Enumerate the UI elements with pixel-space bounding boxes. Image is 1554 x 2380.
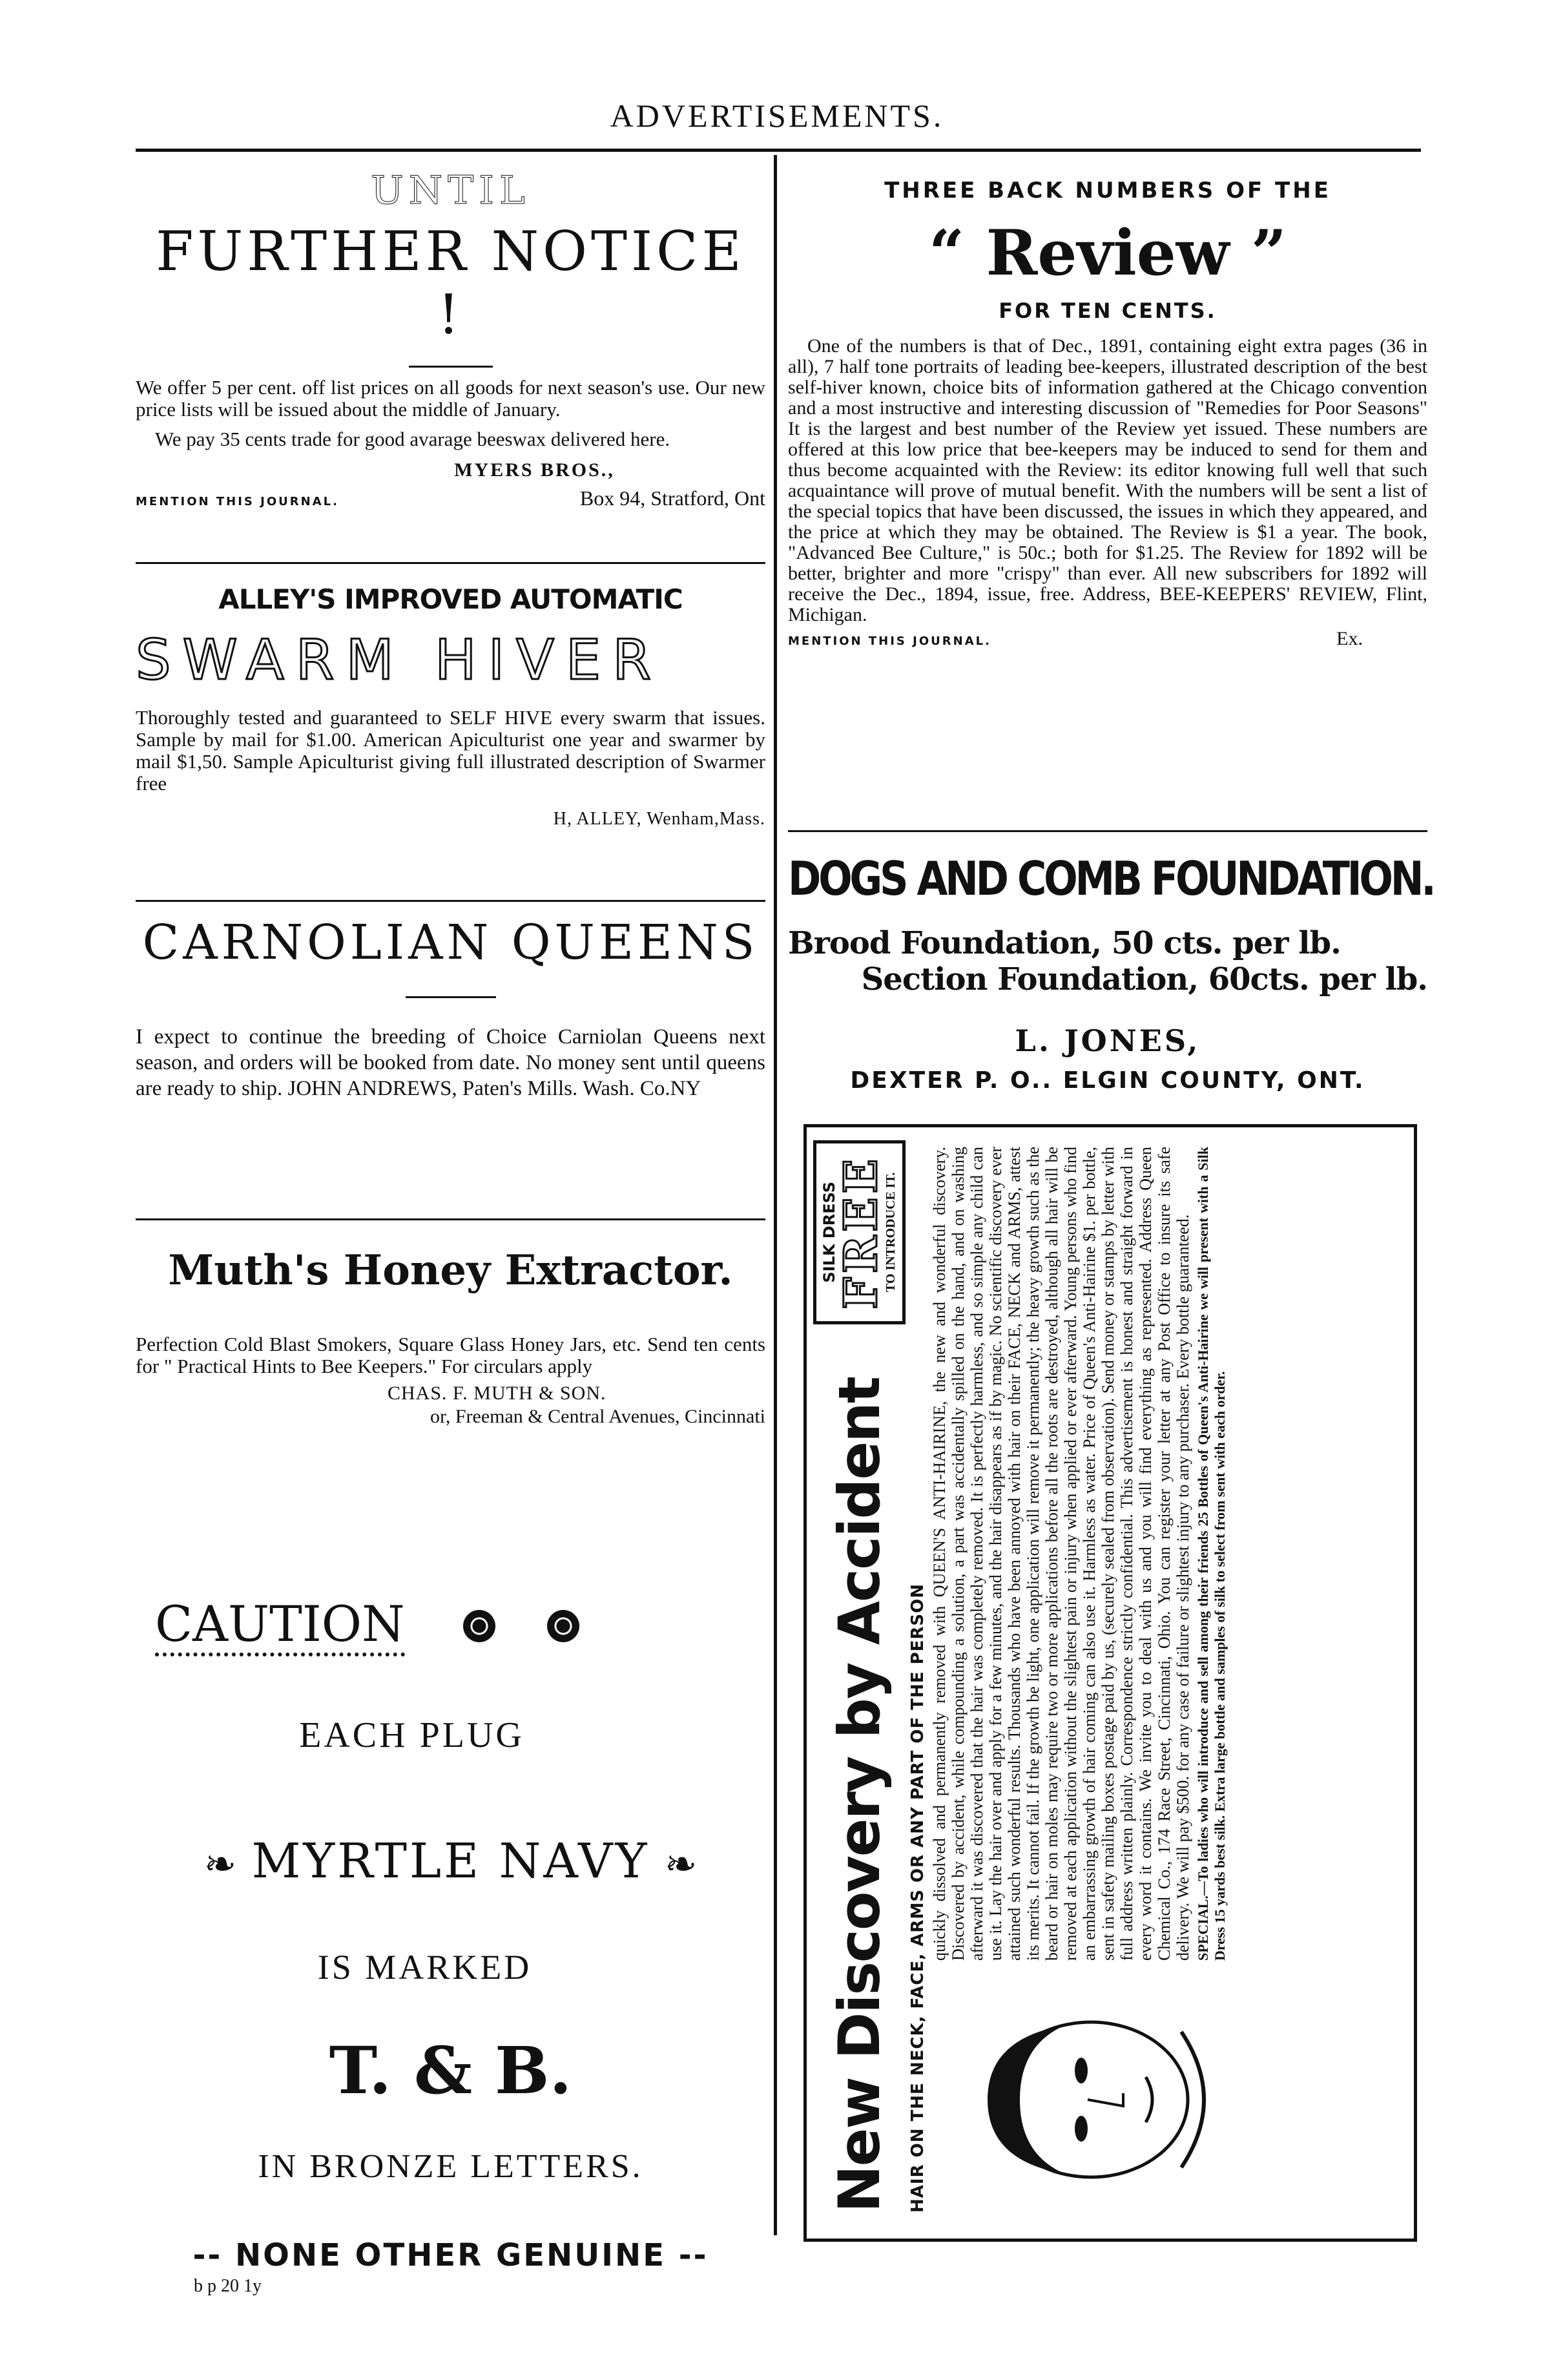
mention-journal: MENTION THIS JOURNAL. xyxy=(136,495,339,508)
myers-address: Box 94, Stratford, Ont xyxy=(579,486,765,510)
caution-heading: CAUTION xyxy=(155,1595,405,1656)
until-heading: UNTIL xyxy=(371,168,530,213)
andrews-ad xyxy=(136,915,765,1218)
muth-firm: CHAS. F. MUTH & SON. xyxy=(388,1383,606,1404)
divider xyxy=(136,1218,765,1220)
column-divider xyxy=(774,155,777,2235)
jones-ad xyxy=(788,851,1434,1155)
alley-ad xyxy=(136,583,765,900)
firm-name: MYERS BROS., xyxy=(454,459,615,481)
rosette-ornament-icon xyxy=(463,1610,495,1642)
anti-hairine-ad xyxy=(803,1124,1417,2242)
divider xyxy=(409,366,493,368)
alley-signature: H, ALLEY, Wenham,Mass. xyxy=(553,809,765,829)
mention-journal: MENTION THIS JOURNAL. xyxy=(788,634,991,648)
right-column xyxy=(788,158,1434,1155)
alley-body: Thoroughly tested and guaranteed to SELF HIVE every swarm that issues. Sample by mail for $1.00. American Apiculturist one year and swarmer by mail $1,50. Sample Apiculturist giving full illustrated description of Swarmer free xyxy=(136,706,765,795)
notice-paragraph: We offer 5 per cent. off list prices on all goods for next season's use. Our new price lists will be issued about the middle of January. xyxy=(136,376,765,421)
further-notice-heading: FURTHER NOTICE ! xyxy=(156,220,745,346)
discovery-body: quickly dissolved and permanently removed with QUEEN'S ANTI-HAIRINE, the new and wonderful discovery. Discovered by accident, while compounding a solution, a part was accidentally spilled on the hand, and on washing afterward it was discovered that the hair was completely removed. It is perfectly harmless, and so simple any child can use it. Lay the hair over and apply for a few minutes, and the hair disappears as if by magic. No scientific discovery ever attained such wonderful results. Thousands who have been annoyed with hair on their FACE, NECK and ARMS, attest its merits. It cannot fail. If the growth be light, one application will remove it permanently; the heavy growth such as the beard or hair on moles may require two or more applications before all the roots are destroyed, although all hair will be removed at each application without the slightest pain or injury when applied or ever afterward. Young persons who find an embarrassing growth of hair coming can also use it. Harmless as water. Price of Queen's Anti-Hairine $1. per bottle, sent in safety mailing boxes postage paid by us, (securely sealed from observation). Send money or stamps by letter with full address written plainly. Correspondence strictly confidential. This advertisement is honest and straight forward in every word it contains. We invite you to deal with us and you will find everything as represented. Address Queen Chemical Co., 174 Race Street, Cincinnati, Ohio. You can register your letter at any Post Office to insure its safe delivery. We will pay $500. for any case of failure or slightest injury to any purchaser. Every bottle guaranteed. xyxy=(930,1147,1192,1961)
discovery-headline: New Discovery by Accident xyxy=(826,1377,893,2213)
alley-heading: ALLEY'S IMPROVED AUTOMATIC xyxy=(218,583,683,615)
each-plug-text: EACH PLUG xyxy=(299,1715,524,1755)
swarm-hiver-heading: SWARM HIVER xyxy=(136,628,663,693)
is-marked-text: IS MARKED xyxy=(317,1948,532,1987)
caution-ad xyxy=(136,1595,765,2357)
header-rule xyxy=(136,149,1421,152)
muth-address: or, Freeman & Central Avenues, Cincinnati xyxy=(430,1406,765,1427)
andrews-body: I expect to continue the breeding of Choice Carniolan Queens next season, and orders will be booked from date. No money sent until queens are ready to ship. JOHN ANDREWS, Paten's Mills. Wash. Co.NY xyxy=(136,1025,765,1100)
bronze-letters-text: IN BRONZE LETTERS. xyxy=(258,2148,643,2185)
page-title: ADVERTISEMENTS. xyxy=(610,98,944,134)
section-price: Section Foundation, 60cts. per lb. xyxy=(861,961,1427,997)
muth-ad xyxy=(136,1246,765,1524)
ornament-right-icon: ❧ xyxy=(664,1842,698,1887)
brood-price: Brood Foundation, 50 cts. per lb. xyxy=(788,925,1341,961)
muth-heading: Muth's Honey Extractor. xyxy=(168,1246,733,1295)
divider xyxy=(788,830,1427,832)
divider xyxy=(136,562,765,564)
discovery-special: SPECIAL.—To ladies who will introduce and sell among their friends 25 Bottles of Queen's Anti-Hairine we will present with a Silk Dress 15 yards best silk. Extra large bottle and samples of silk to select from sent with each order. xyxy=(1195,1147,1228,1961)
free-silk-dress-box xyxy=(813,1140,906,1324)
review-ad xyxy=(788,178,1427,830)
free-box-top: SILK DRESS xyxy=(820,1181,838,1283)
myers-bros-ad xyxy=(136,168,765,562)
rosette-ornament-icon xyxy=(547,1610,579,1642)
beeswax-paragraph: We pay 35 cents trade for good avarage beeswax delivered here. xyxy=(155,428,670,450)
tb-mark: T. & B. xyxy=(329,2032,572,2109)
ex-mark: Ex. xyxy=(1336,628,1363,649)
myrtle-navy-heading: MYRTLE NAVY xyxy=(251,1833,650,1889)
free-box-word: FREE xyxy=(834,1155,887,1310)
dogs-comb-heading: DOGS AND COMB FOUNDATION. xyxy=(788,851,1434,906)
left-column xyxy=(136,158,765,2357)
muth-body: Perfection Cold Blast Smokers, Square Glass Honey Jars, etc. Send ten cents for " Practical Hints to Bee Keepers." For circulars apply xyxy=(136,1333,765,1377)
carnolian-heading: CARNOLIAN QUEENS xyxy=(142,915,759,970)
none-other-genuine: -- NONE OTHER GENUINE -- xyxy=(192,2237,709,2273)
woman-portrait-illustration xyxy=(968,1993,1214,2206)
divider xyxy=(406,996,496,998)
divider xyxy=(136,900,765,902)
discovery-subhead: HAIR ON THE NECK, FACE, ARMS OR ANY PART OF THE PERSON xyxy=(908,1583,927,2213)
jones-name: L. JONES, xyxy=(1015,1023,1201,1058)
review-title: “ Review ” xyxy=(928,216,1287,289)
ornament-left-icon: ❧ xyxy=(203,1842,237,1887)
free-box-bottom: TO INTRODUCE IT. xyxy=(884,1172,898,1293)
review-body: One of the numbers is that of Dec., 1891, containing eight extra pages (36 in all), 7 half tone portraits of leading bee-keepers, illustrated description of the best self-hiver known, choice bits of information gathered at the Chicago convention and a most instructive and interesting discussion of "Remedies for Poor Seasons" It is the largest and best number of the Review yet issued. These numbers are offered at this low price that bee-keepers may be induced to send for them and thus become acquainted with the Review: its editor knowing full well that such acquaintance will prove of mutual benefit. With the numbers will be sent a list of the special topics that have been discussed, the issues in which they appeared, and the price at which they may be obtained. The Review is $1 a year. The book, "Advanced Bee Culture," is 50c.; both for $1.25. The Review for 1892 will be better, brighter and more "crispy" than ever. All new subscribers for 1892 will receive the Dec., 1894, issue, free. Address, BEE-KEEPERS' REVIEW, Flint, Michigan. xyxy=(788,335,1427,625)
review-kicker: THREE BACK NUMBERS OF THE xyxy=(884,178,1331,204)
ad-code: b p 20 1y xyxy=(194,2276,262,2296)
jones-address: DEXTER P. O.. ELGIN COUNTY, ONT. xyxy=(850,1067,1365,1094)
review-subtitle: FOR TEN CENTS. xyxy=(999,298,1217,323)
